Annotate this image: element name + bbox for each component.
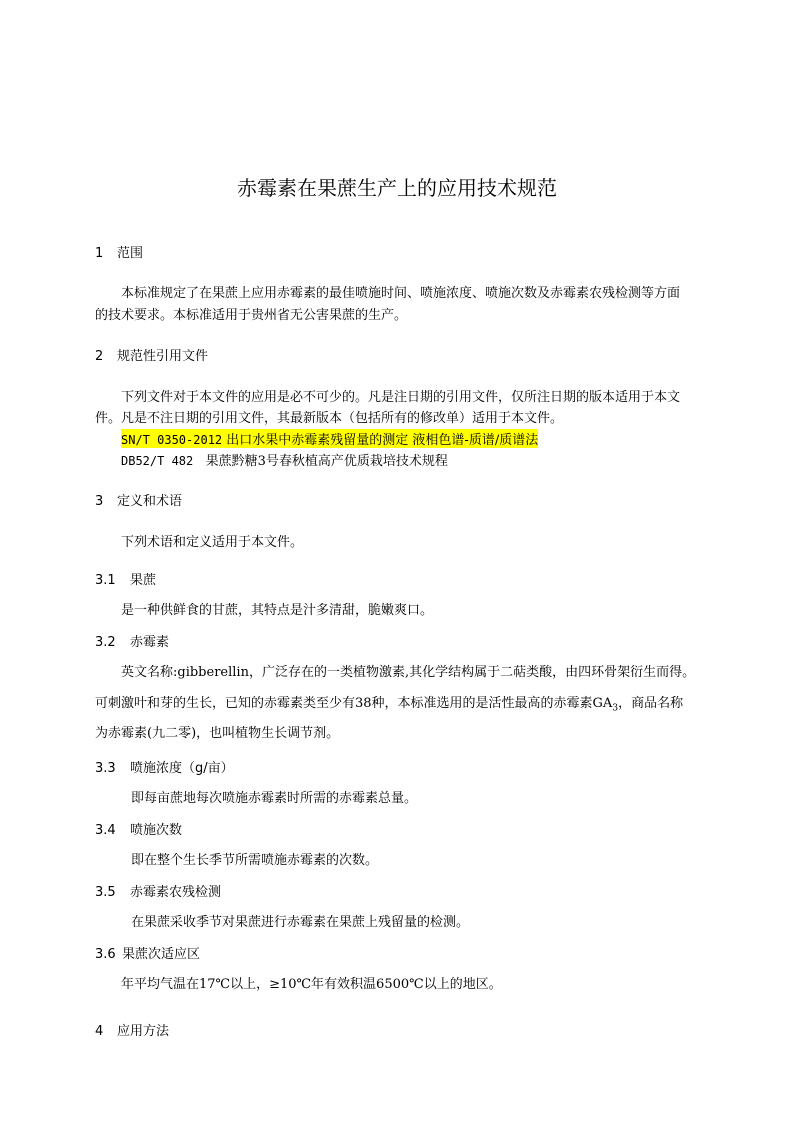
reference-title: 出口水果中赤霉素残留量的测定 液相色谱-质谱/质谱法	[226, 433, 539, 448]
term-title: 喷施次数	[130, 823, 183, 838]
term-3-5-heading	[95, 881, 221, 900]
section-title: 应用方法	[117, 1024, 170, 1039]
term-title: 赤霉素	[130, 635, 170, 650]
term-definition: 年平均气温在17℃以上，≥10℃年有效积温6500℃以上的地区。	[121, 977, 502, 992]
reference-title: 果蔗黔糖3号春秋植高产优质栽培技术规程	[205, 454, 448, 469]
section-number: 3	[95, 494, 104, 509]
reference-code: DB52/T 482	[121, 454, 194, 468]
paragraph-line: 的技术要求。本标准适用于贵州省无公害果蔗的生产。	[95, 308, 408, 323]
term-definition: 是一种供鲜食的甘蔗，其特点是汁多清甜，脆嫩爽口。	[121, 603, 434, 618]
section-title: 范围	[117, 246, 144, 261]
paragraph-line: 本标准规定了在果蔗上应用赤霉素的最佳喷施时间、喷施浓度、喷施次数及赤霉素农残检测等方面	[121, 286, 681, 301]
term-number: 3.5	[95, 885, 116, 900]
section-number: 1	[95, 246, 104, 261]
section-number: 2	[95, 349, 104, 364]
paragraph-line: 下列文件对于本文件的应用是必不可少的。凡是注日期的引用文件，仅所注日期的版本适用于本文	[121, 390, 681, 405]
document-title: 赤霉素在果蔗生产上的应用技术规范	[237, 176, 557, 200]
reference-item	[121, 450, 448, 469]
term-definition-line: 英文名称:gibberellin，广泛存在的一类植物激素,其化学结构属于二萜类酸，由四环骨架衍生而得。	[121, 665, 696, 680]
definition-text: ，商品名称	[618, 696, 684, 711]
section-3-heading	[95, 490, 182, 509]
definition-text: 可刺激叶和芽的生长，已知的赤霉素类至少有38种，本标准选用的是活性最高的赤霉素GA	[95, 696, 613, 711]
term-title: 果蔗	[130, 573, 157, 588]
term-title: 赤霉素农残检测	[130, 885, 222, 900]
term-number: 3.2	[95, 635, 116, 650]
section-title: 定义和术语	[117, 494, 183, 509]
term-3-6-heading	[95, 943, 200, 962]
reference-code: SN/T 0350-2012	[121, 433, 223, 447]
term-3-3-heading	[95, 757, 234, 776]
section-number: 4	[95, 1024, 104, 1039]
subscript: 3	[612, 703, 619, 714]
section-1-heading	[95, 242, 143, 261]
reference-item-highlighted	[121, 429, 538, 448]
term-number: 3.1	[95, 573, 116, 588]
term-number: 3.6	[95, 947, 116, 962]
paragraph-line: 件。凡是不注日期的引用文件，其最新版本（包括所有的修改单）适用于本文件。	[95, 411, 564, 426]
section-2-heading	[95, 345, 208, 364]
paragraph-line: 下列术语和定义适用于本文件。	[121, 535, 304, 550]
term-definition: 即每亩蔗地每次喷施赤霉素时所需的赤霉素总量。	[131, 791, 418, 806]
term-title: 喷施浓度（g/亩）	[130, 761, 234, 776]
term-definition-line	[95, 692, 683, 714]
term-3-4-heading	[95, 819, 182, 838]
term-title: 果蔗次适应区	[122, 947, 201, 962]
section-4-heading	[95, 1020, 169, 1039]
term-3-1-heading	[95, 569, 156, 588]
term-number: 3.3	[95, 761, 116, 776]
term-3-2-heading	[95, 631, 169, 650]
section-title: 规范性引用文件	[117, 349, 209, 364]
term-number: 3.4	[95, 823, 116, 838]
term-definition: 在果蔗采收季节对果蔗进行赤霉素在果蔗上残留量的检测。	[131, 915, 470, 930]
term-definition: 即在整个生长季节所需喷施赤霉素的次数。	[131, 853, 379, 868]
term-definition-line: 为赤霉素(九二零)，也叫植物生长调节剂。	[95, 726, 340, 741]
